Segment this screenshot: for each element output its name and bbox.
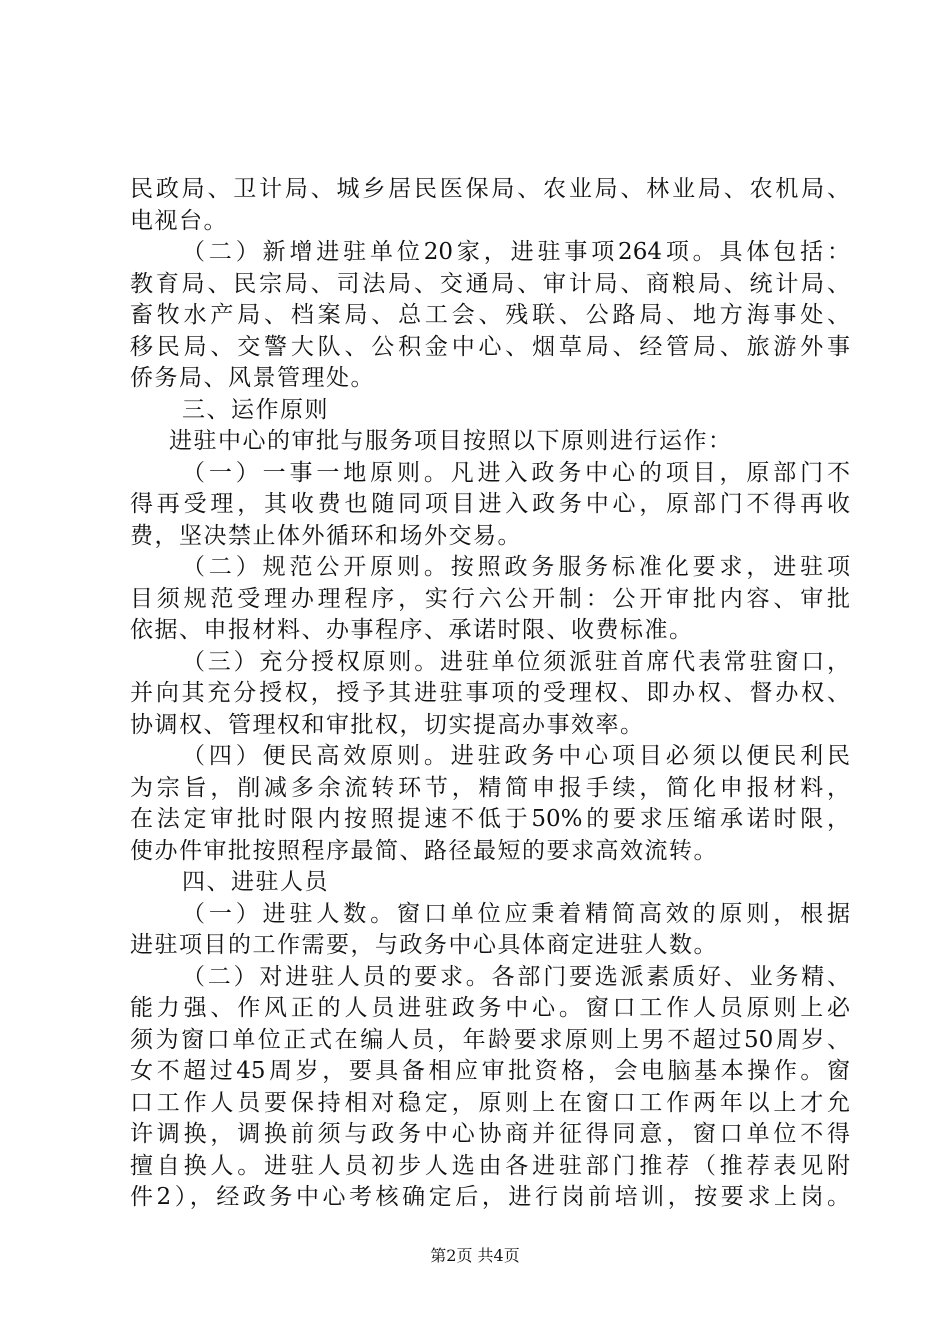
text-line: 为宗旨，削减多余流转环节，精简申报手续，简化申报材料， <box>130 774 850 801</box>
text-line: 女不超过45周岁，要具备相应审批资格，会电脑基本操作。窗 <box>130 1058 850 1084</box>
text-line: 进驻项目的工作需要，与政务中心具体商定进驻人数。 <box>130 932 718 958</box>
text-line: 件2），经政务中心考核确定后，进行岗前培训，按要求上岗。 <box>130 1184 850 1210</box>
text-line: 口工作人员要保持相对稳定，原则上在窗口工作两年以上才允 <box>130 1089 850 1116</box>
text-line: 移民局、交警大队、公积金中心、烟草局、经管局、旅游外事 <box>130 333 850 360</box>
text-line: 费，坚决禁止体外循环和场外交易。 <box>130 522 522 549</box>
text-line: 教育局、民宗局、司法局、交通局、审计局、商粮局、统计局、 <box>130 270 850 297</box>
text-line: 得再受理，其收费也随同项目进入政务中心，原部门不得再收 <box>130 491 850 517</box>
text-line: 电视台。 <box>130 207 228 234</box>
page-footer: 第2页 共4页 <box>430 1246 520 1265</box>
text-line: 能力强、作风正的人员进驻政务中心。窗口工作人员原则上必 <box>130 995 850 1021</box>
text-line: 三、运作原则 <box>182 396 329 423</box>
text-line: 进驻中心的审批与服务项目按照以下原则进行运作： <box>169 428 733 454</box>
text-line: 须为窗口单位正式在编人员，年龄要求原则上男不超过50周岁、 <box>130 1026 850 1053</box>
text-line: （二）规范公开原则。按照政务服务标准化要求，进驻项 <box>182 554 850 580</box>
text-line: 使办件审批按照程序最简、路径最短的要求高效流转。 <box>130 837 718 864</box>
text-line: （一）进驻人数。窗口单位应秉着精简高效的原则，根据 <box>182 900 850 927</box>
text-line: 并向其充分授权，授予其进驻事项的受理权、即办权、督办权、 <box>130 680 850 706</box>
text-line: 侨务局、风景管理处。 <box>130 365 375 391</box>
text-line: 四、进驻人员 <box>182 869 329 895</box>
text-line: （二）新增进驻单位20家，进驻事项264项。具体包括： <box>182 239 850 265</box>
text-line: （三）充分授权原则。进驻单位须派驻首席代表常驻窗口， <box>182 648 850 675</box>
text-line: 目须规范受理办理程序，实行六公开制：公开审批内容、审批 <box>130 585 850 612</box>
document-body <box>130 174 850 1214</box>
text-line: （四）便民高效原则。进驻政务中心项目必须以便民利民 <box>182 743 850 769</box>
text-line: 许调换，调换前须与政务中心协商并征得同意，窗口单位不得 <box>130 1121 850 1147</box>
text-line: 在法定审批时限内按照提速不低于50%的要求压缩承诺时限， <box>130 806 850 832</box>
text-line: （一）一事一地原则。凡进入政务中心的项目，原部门不 <box>182 459 850 486</box>
text-line: 畜牧水产局、档案局、总工会、残联、公路局、地方海事处、 <box>130 302 850 328</box>
text-line: 擅自换人。进驻人员初步人选由各进驻部门推荐（推荐表见附 <box>130 1152 850 1179</box>
text-line: 协调权、管理权和审批权，切实提高办事效率。 <box>130 711 645 738</box>
text-line: （二）对进驻人员的要求。各部门要选派素质好、业务精、 <box>182 963 850 990</box>
text-line: 民政局、卫计局、城乡居民医保局、农业局、林业局、农机局、 <box>130 176 850 202</box>
text-line: 依据、申报材料、办事程序、承诺时限、收费标准。 <box>130 617 694 643</box>
